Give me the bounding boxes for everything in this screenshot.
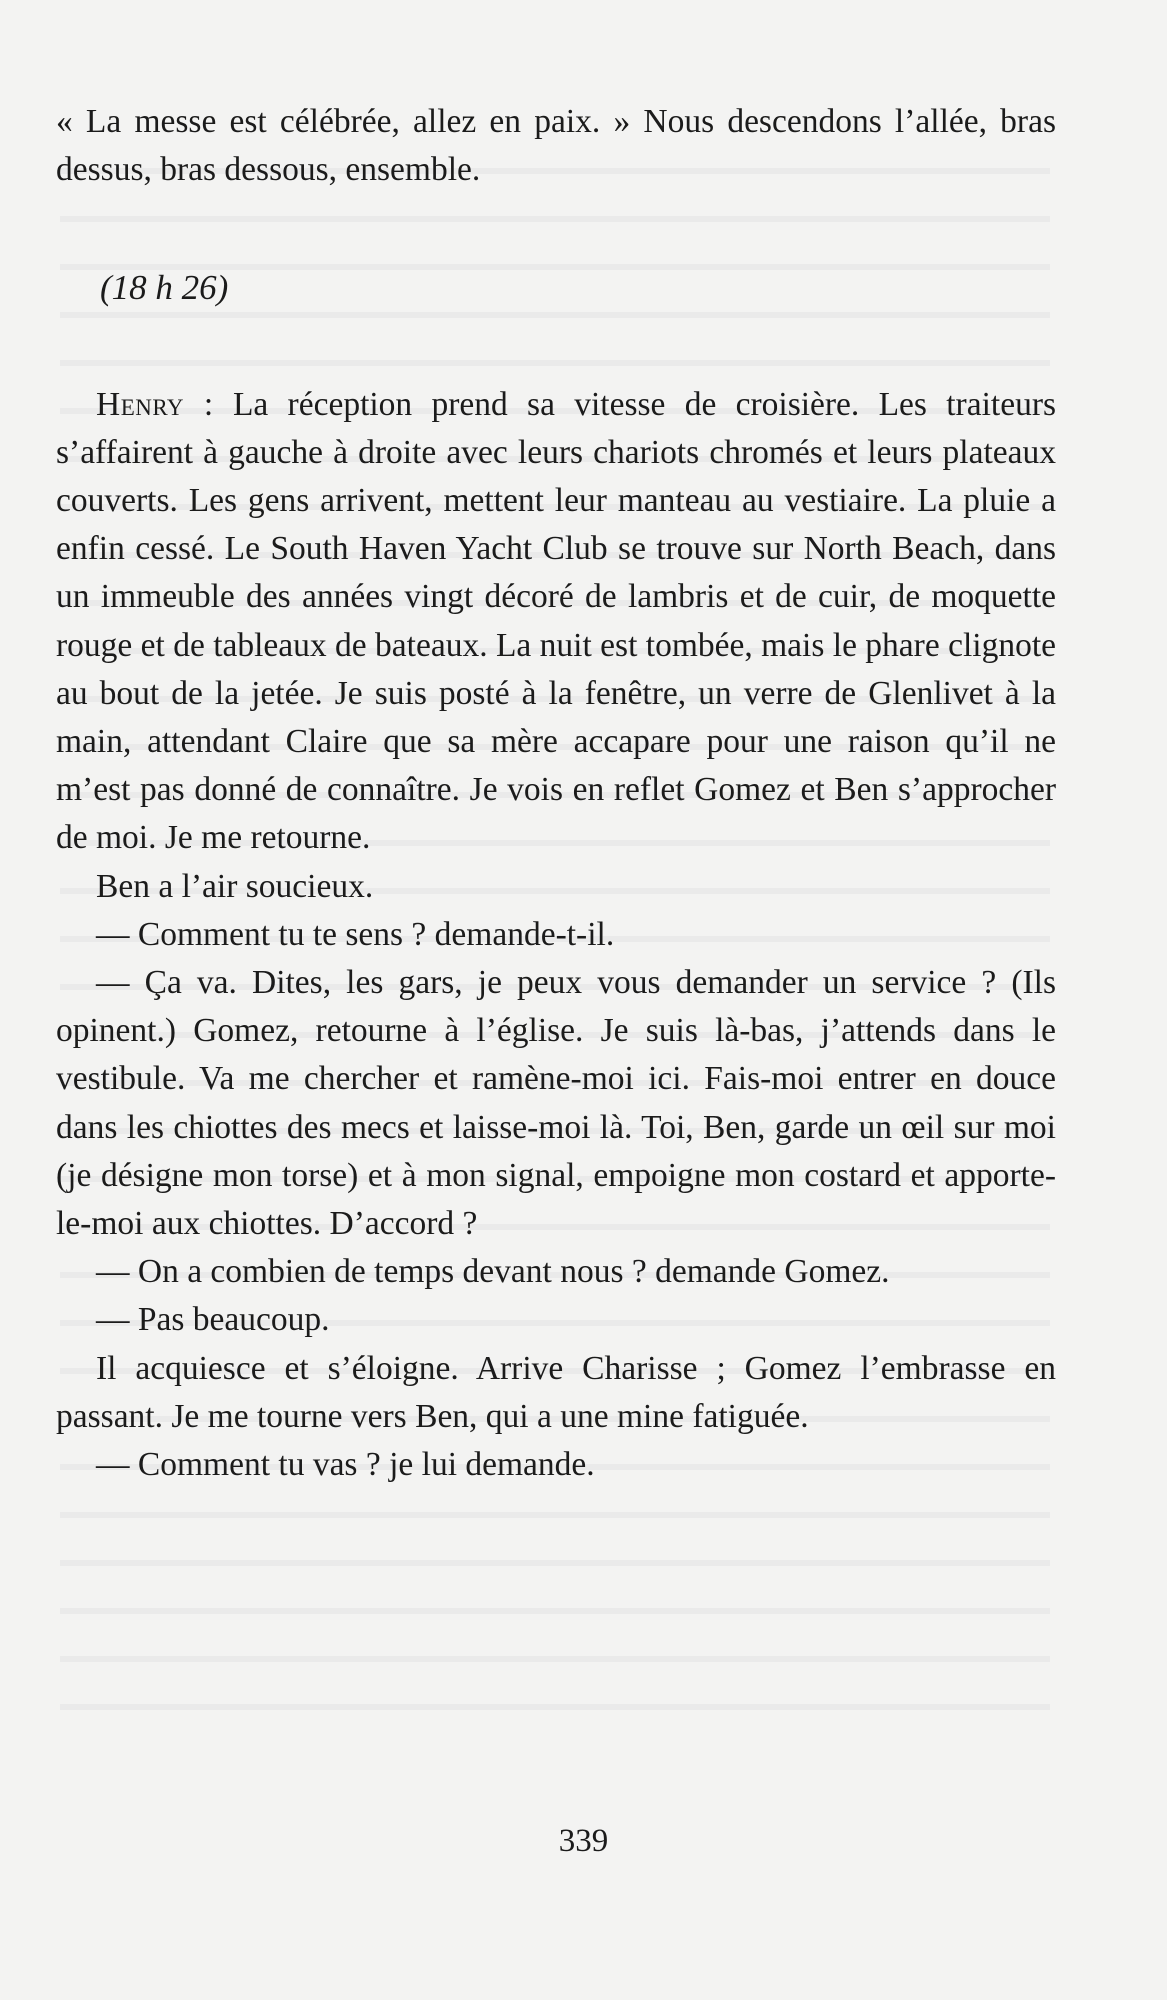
dialogue-line: — Comment tu te sens ? demande-t-il. [96,915,615,953]
intro-paragraph: « La messe est célébrée, allez en paix. » Nous descendons l’allée, bras dessus, bras dessous, ensemble. [56,103,1056,189]
page-body [56,98,1056,1489]
paragraph-text: La réception prend sa vitesse de croisière. Les traiteurs s’affairent à gauche à droite avec leurs chariots chromés et leurs plateaux couverts. Les gens arrivent, mettent leur manteau au vestiaire. La pluie a enfin cessé. Le South Haven Yacht Club se trouve sur North Beach, dans un immeuble des années vingt décoré de lambris et de cuir, de moquette rouge et de tableaux de bateaux. La nuit est tombée, mais le phare clignote au bout de la jetée. Je suis posté à la fenêtre, un verre de Glenlivet à la main, attendant Claire que sa mère accapare pour une raison qu’il ne m’est pas donné de connaître. Je vois en reflet Gomez et Ben s’approcher de moi. Je me retourne. [56,385,1057,857]
paragraph: Ben a l’air soucieux. [96,867,374,905]
dialogue-line: — Comment tu vas ? je lui demande. [96,1446,595,1484]
speaker-label: Henry : [96,385,214,423]
section-timestamp: (18 h 26) [100,268,229,308]
page-number: 339 [558,1823,609,1859]
dialogue-line: — On a combien de temps devant nous ? demande Gomez. [96,1253,890,1291]
paragraph-henry [56,381,1056,863]
paragraph: Il acquiesce et s’éloigne. Arrive Charisse ; Gomez l’embrasse en passant. Je me tourne vers Ben, qui a une mine fatiguée. [56,1349,1056,1435]
dialogue-line: — Pas beaucoup. [96,1301,330,1339]
dialogue-line: — Ça va. Dites, les gars, je peux vous demander un service ? (Ils opinent.) Gomez, retourne à l’église. Je suis là-bas, j’attends dans le vestibule. Va me chercher et ramène-moi ici. Fais-moi entrer en douce dans les chiottes des mecs et laisse-moi là. Toi, Ben, garde un œil sur moi (je désigne mon torse) et à mon signal, empoigne mon costard et apporte-le-moi aux chiottes. D’accord ? [56,964,1056,1243]
